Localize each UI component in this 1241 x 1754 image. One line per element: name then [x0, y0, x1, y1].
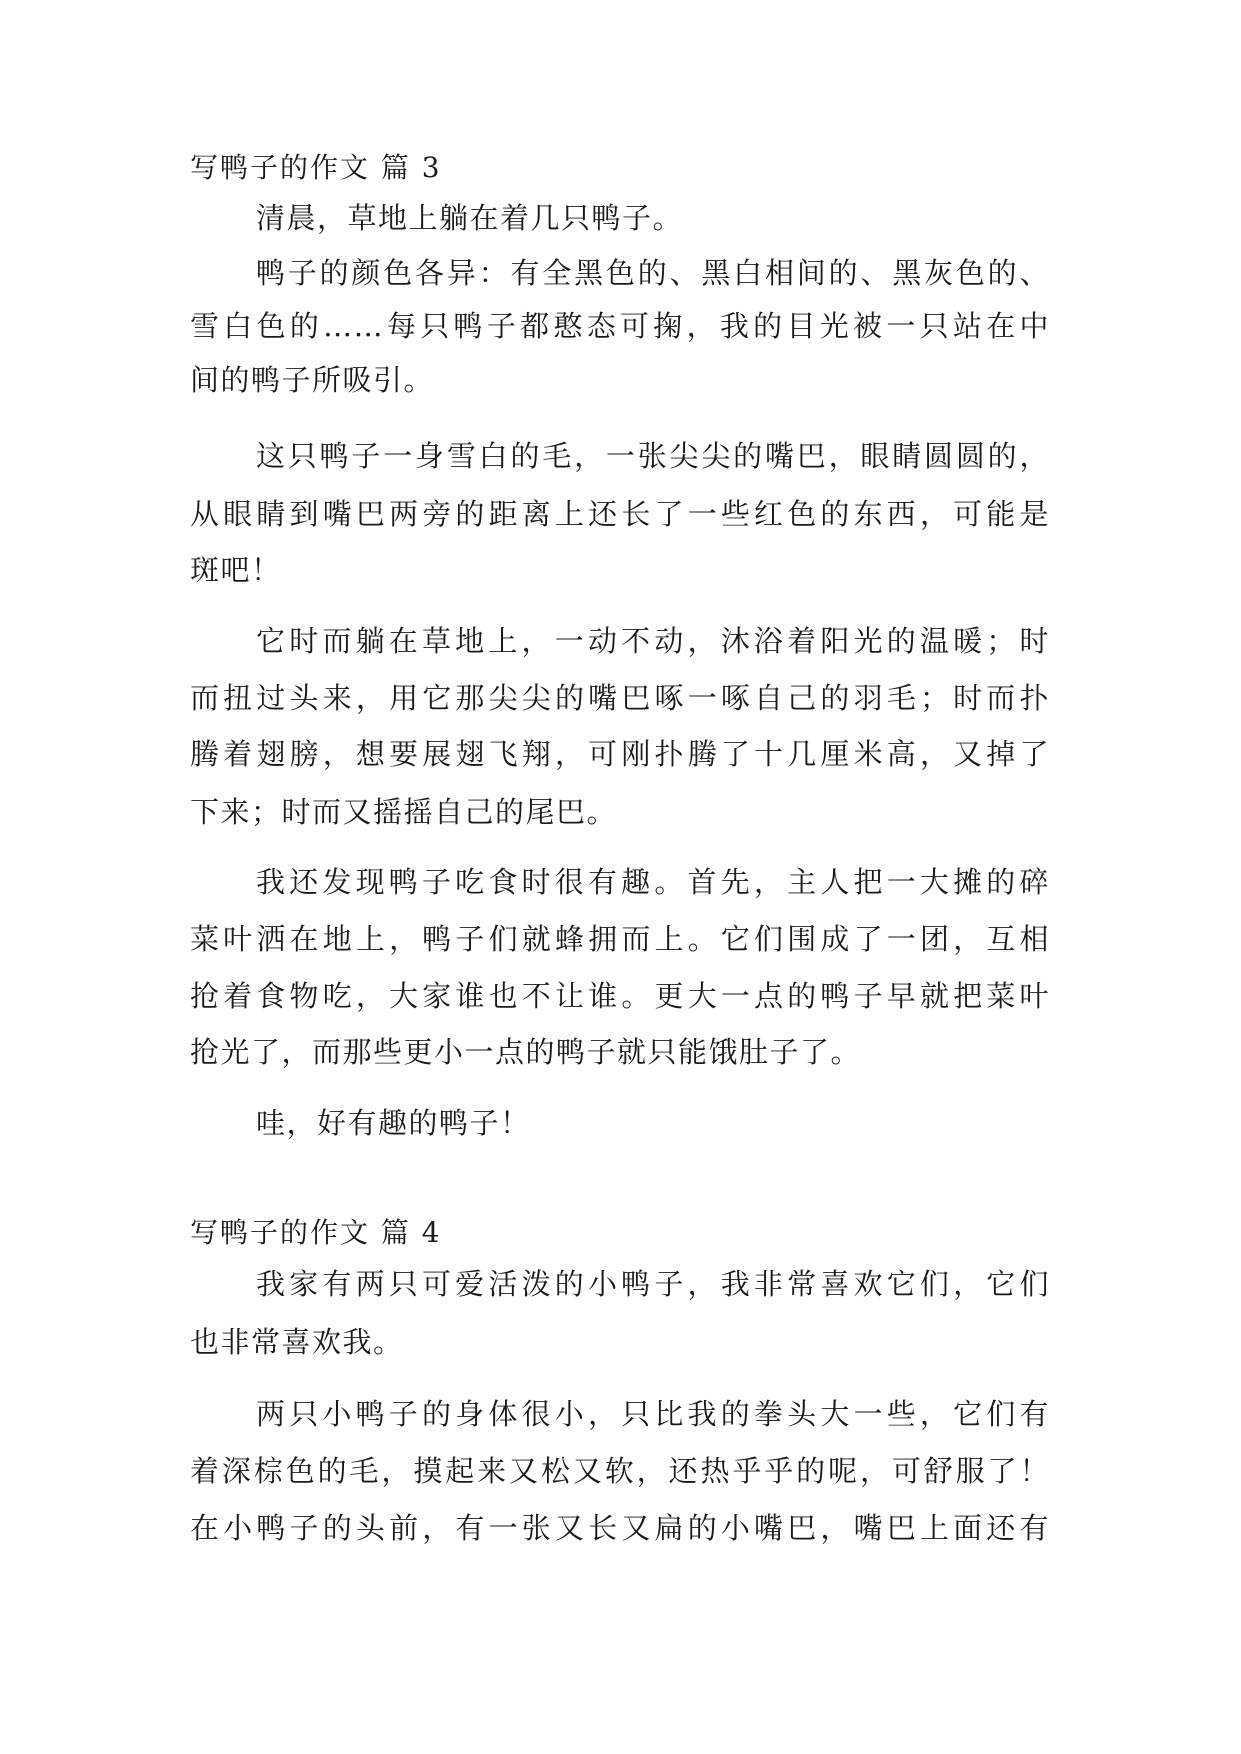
paragraph-line: 抢着食物吃，大家谁也不让谁。更大一点的鸭子早就把菜叶 — [190, 979, 1050, 1013]
paragraph-line: 下来；时而又摇摇自己的尾巴。 — [190, 795, 618, 829]
paragraph-line: 这只鸭子一身雪白的毛，一张尖尖的嘴巴，眼睛圆圆的， — [256, 439, 1050, 473]
paragraph-line: 鸭子的颜色各异：有全黑色的、黑白相间的、黑灰色的、 — [256, 256, 1050, 290]
paragraph-line: 它时而躺在草地上，一动不动，沐浴着阳光的温暖；时 — [256, 624, 1050, 658]
paragraph-line: 哇，好有趣的鸭子！ — [256, 1106, 531, 1140]
paragraph-line: 清晨，草地上躺在着几只鸭子。 — [256, 201, 684, 235]
paragraph-line: 从眼睛到嘴巴两旁的距离上还长了一些红色的东西，可能是 — [190, 497, 1050, 531]
paragraph-line: 我家有两只可爱活泼的小鸭子，我非常喜欢它们，它们 — [256, 1267, 1050, 1301]
paragraph-line: 也非常喜欢我。 — [190, 1325, 404, 1359]
paragraph-line: 抢光了，而那些更小一点的鸭子就只能饿肚子了。 — [190, 1035, 862, 1069]
paragraph-line: 菜叶洒在地上，鸭子们就蜂拥而上。它们围成了一团，互相 — [190, 922, 1050, 956]
paragraph-line: 雪白色的……每只鸭子都憨态可掬，我的目光被一只站在中 — [190, 309, 1050, 343]
paragraph-line: 腾着翅膀，想要展翅飞翔，可刚扑腾了十几厘米高，又掉了 — [190, 737, 1050, 771]
paragraph-line: 而扭过头来，用它那尖尖的嘴巴啄一啄自己的羽毛；时而扑 — [190, 681, 1050, 715]
section-title: 写鸭子的作文 篇 3 — [190, 151, 442, 184]
paragraph-line: 间的鸭子所吸引。 — [190, 363, 435, 397]
section-title: 写鸭子的作文 篇 4 — [190, 1216, 442, 1249]
paragraph-line: 我还发现鸭子吃食时很有趣。首先，主人把一大摊的碎 — [256, 865, 1050, 899]
paragraph-line: 在小鸭子的头前，有一张又长又扁的小嘴巴，嘴巴上面还有 — [190, 1511, 1050, 1545]
paragraph-line: 斑吧！ — [190, 553, 282, 587]
paragraph-line: 两只小鸭子的身体很小，只比我的拳头大一些，它们有 — [256, 1397, 1050, 1431]
paragraph-line: 着深棕色的毛，摸起来又松又软，还热乎乎的呢，可舒服了！ — [190, 1454, 1050, 1488]
